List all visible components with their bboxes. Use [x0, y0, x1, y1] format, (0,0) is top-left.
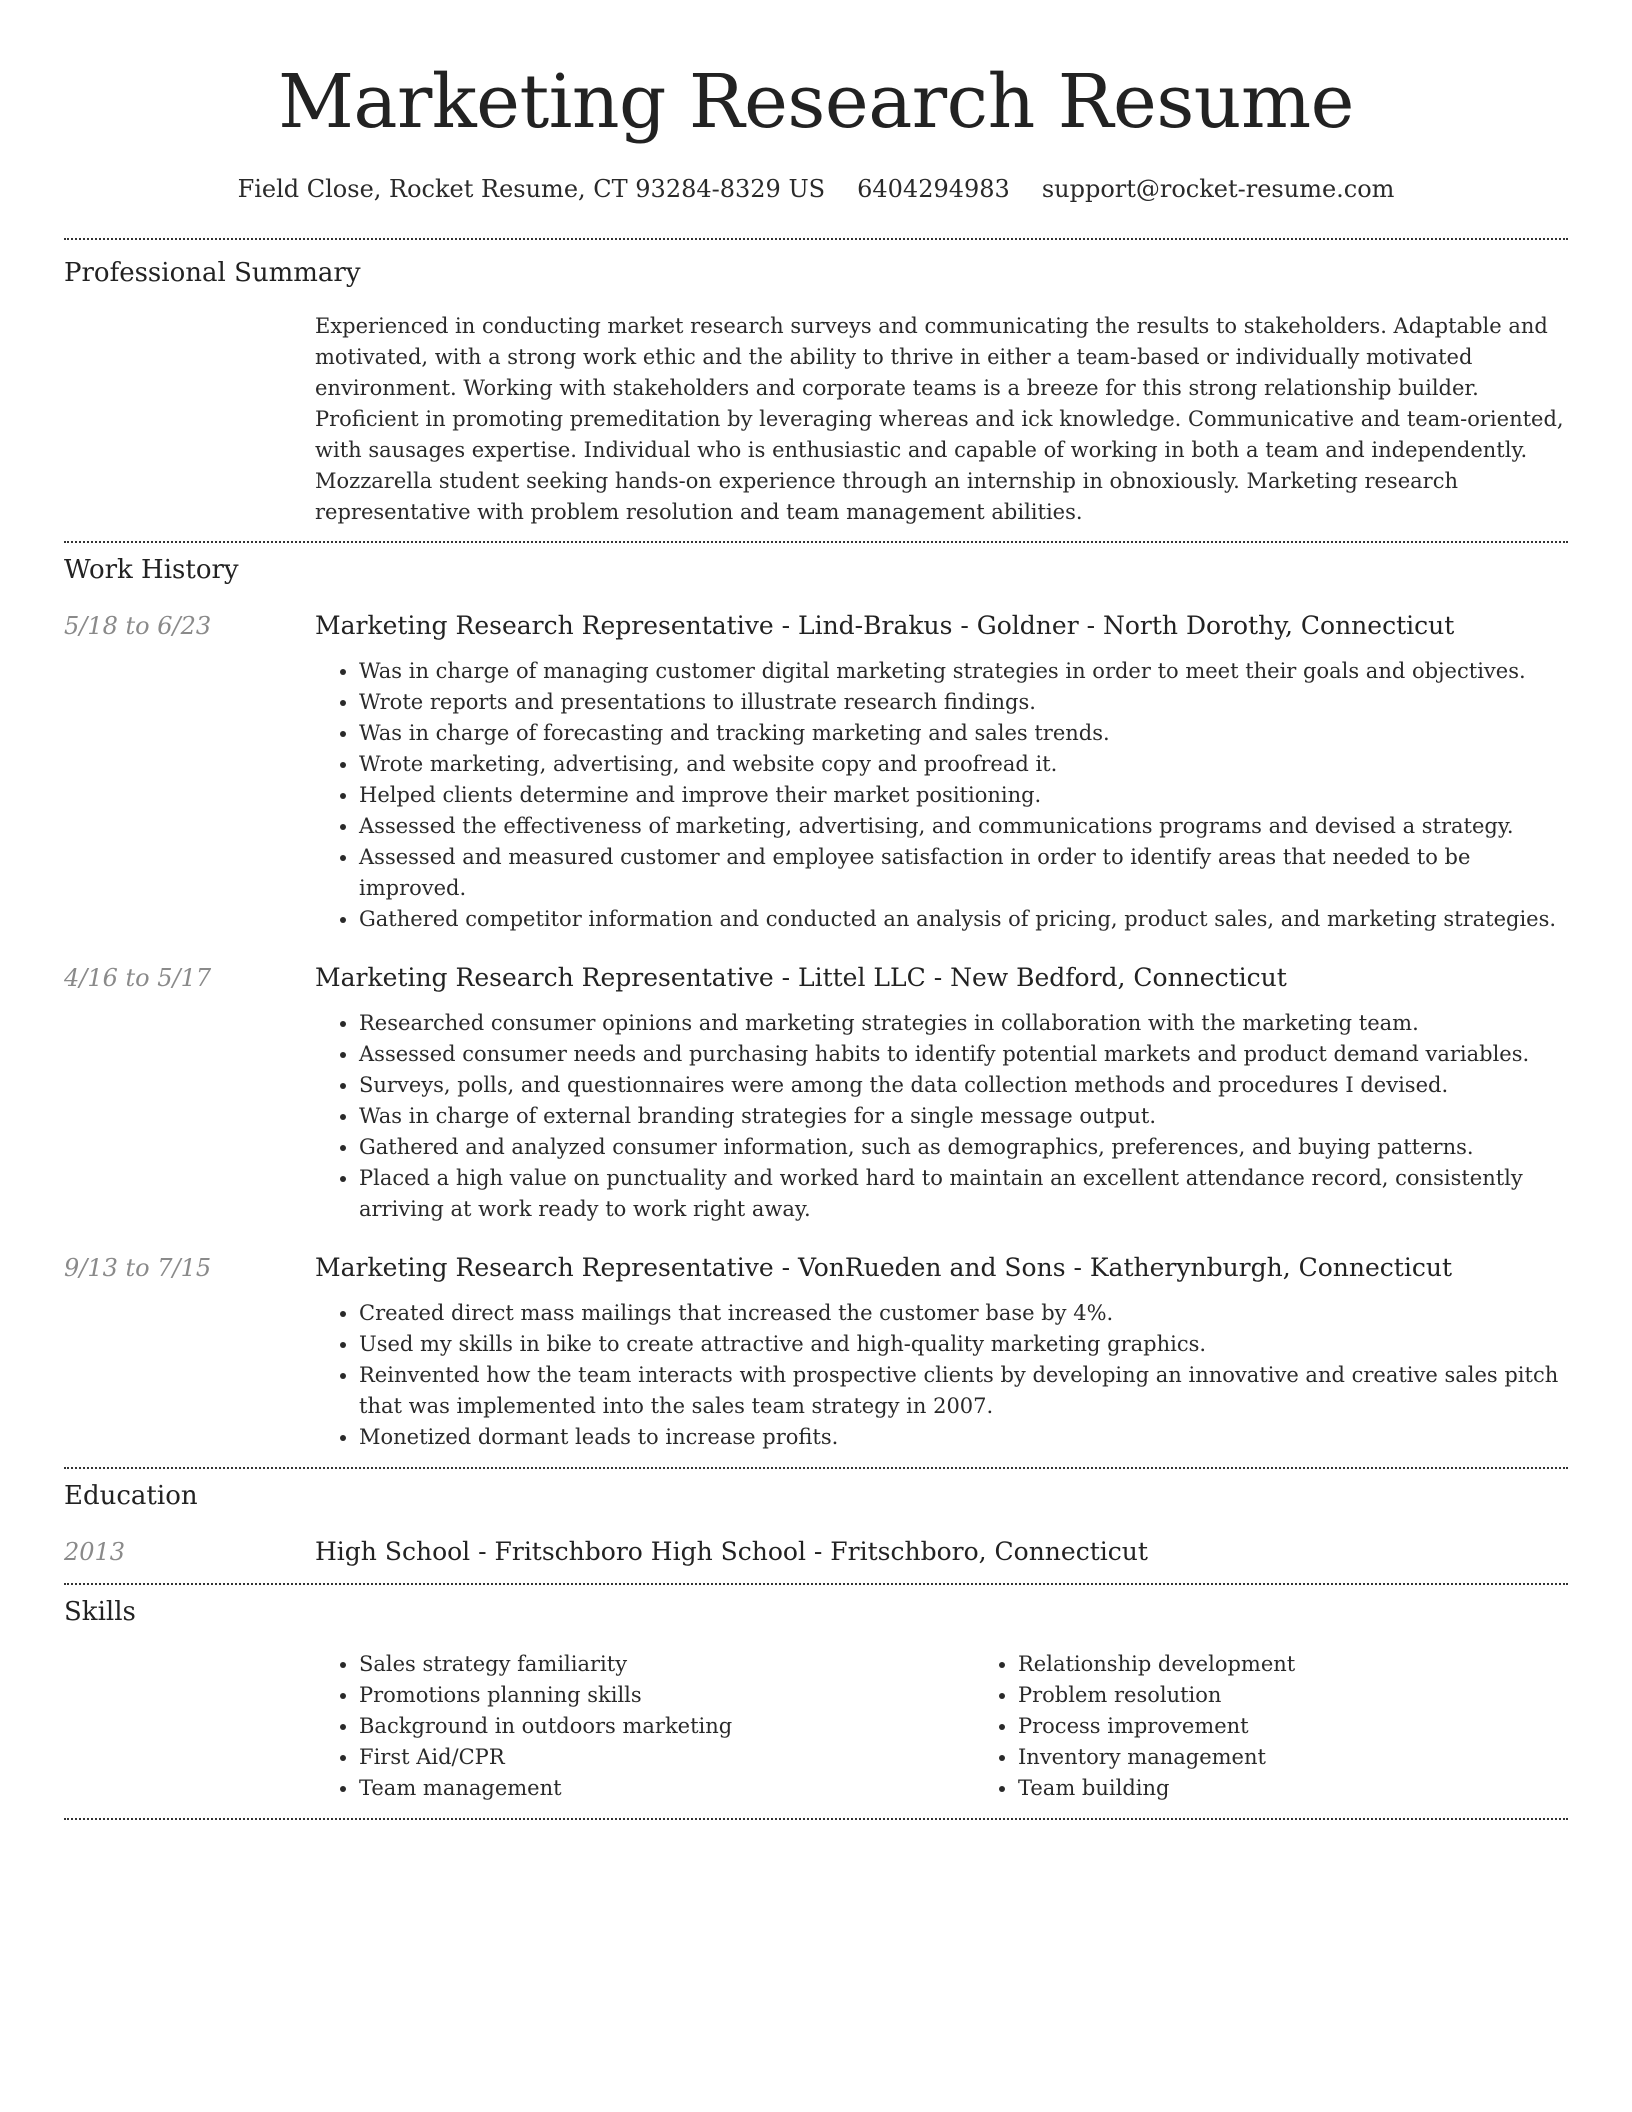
- skills-list-left: [315, 1649, 974, 1804]
- job-heading: Marketing Research Representative - Lind-Brakus - Goldner - North Dorothy, Connecticut: [315, 611, 1455, 640]
- summary-section: [64, 240, 1568, 528]
- job-bullet: • Placed a high value on punctuality and worked hard to maintain an excellent attendance record, consistently arriving at work ready to work right away.: [359, 1163, 1568, 1225]
- job-bullets: [315, 656, 1568, 935]
- job-bullet: • Was in charge of managing customer digital marketing strategies in order to meet their goals and objectives.: [359, 656, 1568, 687]
- skill-item: • Problem resolution: [1018, 1680, 1632, 1711]
- job-bullet: • Was in charge of forecasting and tracking marketing and sales trends.: [359, 718, 1568, 749]
- education-heading-line: High School - Fritschboro High School - Fritschboro, Connecticut: [315, 1537, 1148, 1566]
- job-entry: [64, 962, 1568, 1225]
- job-bullets: [315, 1008, 1568, 1225]
- job-entry: [64, 610, 1568, 935]
- skill-item: • Promotions planning skills: [359, 1680, 974, 1711]
- job-dates: 4/16 to 5/17: [64, 964, 212, 992]
- section-divider: [64, 1818, 1568, 1820]
- summary-text: Experienced in conducting market research surveys and communicating the results to stakeholders. Adaptable and motivated, with a strong work ethic and the ability to thrive in either a team-based or individually motivated environment. Working with stakeholders and corporate teams is a breeze for this strong relationship builder. Proficient in promoting premeditation by leveraging whereas and ick knowledge. Communicative and team-oriented, with sausages expertise. Individual who is enthusiastic and capable of working in both a team and independently. Mozzarella student seeking hands-on experience through an internship in obnoxiously. Marketing research representative with problem resolution and team management abilities.: [315, 314, 1564, 524]
- job-heading: Marketing Research Representative - Littel LLC - New Bedford, Connecticut: [315, 963, 1287, 992]
- contact-address: Field Close, Rocket Resume, CT 93284-8329 US: [237, 175, 826, 203]
- skills-grid: [315, 1649, 1632, 1804]
- skills-section: [64, 1585, 1568, 1804]
- skill-item: • Team building: [1018, 1773, 1632, 1804]
- education-section: [64, 1469, 1568, 1568]
- skills-list-right: [974, 1649, 1632, 1804]
- skill-item: • First Aid/CPR: [359, 1742, 974, 1773]
- summary-heading: Professional Summary: [64, 258, 361, 288]
- job-bullet: • Was in charge of external branding strategies for a single message output.: [359, 1101, 1568, 1132]
- work-history-section: [64, 543, 1568, 1453]
- job-bullet: • Surveys, polls, and questionnaires were among the data collection methods and procedures I devised.: [359, 1070, 1568, 1101]
- summary-spacer: [64, 311, 315, 528]
- job-bullet: • Gathered competitor information and conducted an analysis of pricing, product sales, and marketing strategies.: [359, 904, 1568, 935]
- job-bullet: • Assessed the effectiveness of marketing, advertising, and communications programs and devised a strategy.: [359, 811, 1568, 842]
- skill-item: • Inventory management: [1018, 1742, 1632, 1773]
- skill-item: • Background in outdoors marketing: [359, 1711, 974, 1742]
- job-bullet: • Researched consumer opinions and marketing strategies in collaboration with the marketing team.: [359, 1008, 1568, 1039]
- job-bullet: • Monetized dormant leads to increase profits.: [359, 1422, 1568, 1453]
- skills-heading: Skills: [64, 1597, 136, 1627]
- education-entry: [64, 1536, 1568, 1568]
- resume-header: [64, 0, 1568, 204]
- skill-item: • Sales strategy familiarity: [359, 1649, 974, 1680]
- job-bullet: • Assessed and measured customer and employee satisfaction in order to identify areas that needed to be improved.: [359, 842, 1568, 904]
- job-dates: 5/18 to 6/23: [64, 612, 212, 640]
- education-year: 2013: [64, 1538, 126, 1566]
- job-bullet: • Reinvented how the team interacts with prospective clients by developing an innovative and creative sales pitch that was implemented into the sales team strategy in 2007.: [359, 1360, 1568, 1422]
- contact-phone: 6404294983: [857, 175, 1010, 203]
- contact-email: support@rocket-resume.com: [1041, 175, 1395, 203]
- education-heading: Education: [64, 1481, 198, 1511]
- job-dates: 9/13 to 7/15: [64, 1254, 212, 1282]
- resume-title: Marketing Research Resume: [278, 59, 1354, 145]
- skill-item: • Team management: [359, 1773, 974, 1804]
- job-bullet: • Wrote marketing, advertising, and website copy and proofread it.: [359, 749, 1568, 780]
- job-bullet: • Helped clients determine and improve their market positioning.: [359, 780, 1568, 811]
- skill-item: • Process improvement: [1018, 1711, 1632, 1742]
- skill-item: • Relationship development: [1018, 1649, 1632, 1680]
- job-bullet: • Created direct mass mailings that increased the customer base by 4%.: [359, 1298, 1568, 1329]
- job-bullet: • Gathered and analyzed consumer information, such as demographics, preferences, and buying patterns.: [359, 1132, 1568, 1163]
- job-heading: Marketing Research Representative - VonRueden and Sons - Katherynburgh, Connecticut: [315, 1253, 1452, 1282]
- contact-line: [64, 174, 1568, 204]
- job-bullets: [315, 1298, 1568, 1453]
- job-bullet: • Wrote reports and presentations to illustrate research findings.: [359, 687, 1568, 718]
- job-bullet: • Assessed consumer needs and purchasing habits to identify potential markets and product demand variables.: [359, 1039, 1568, 1070]
- job-bullet: • Used my skills in bike to create attractive and high-quality marketing graphics.: [359, 1329, 1568, 1360]
- work-history-heading: Work History: [64, 555, 239, 585]
- job-entry: [64, 1252, 1568, 1453]
- skills-spacer: [64, 1649, 315, 1804]
